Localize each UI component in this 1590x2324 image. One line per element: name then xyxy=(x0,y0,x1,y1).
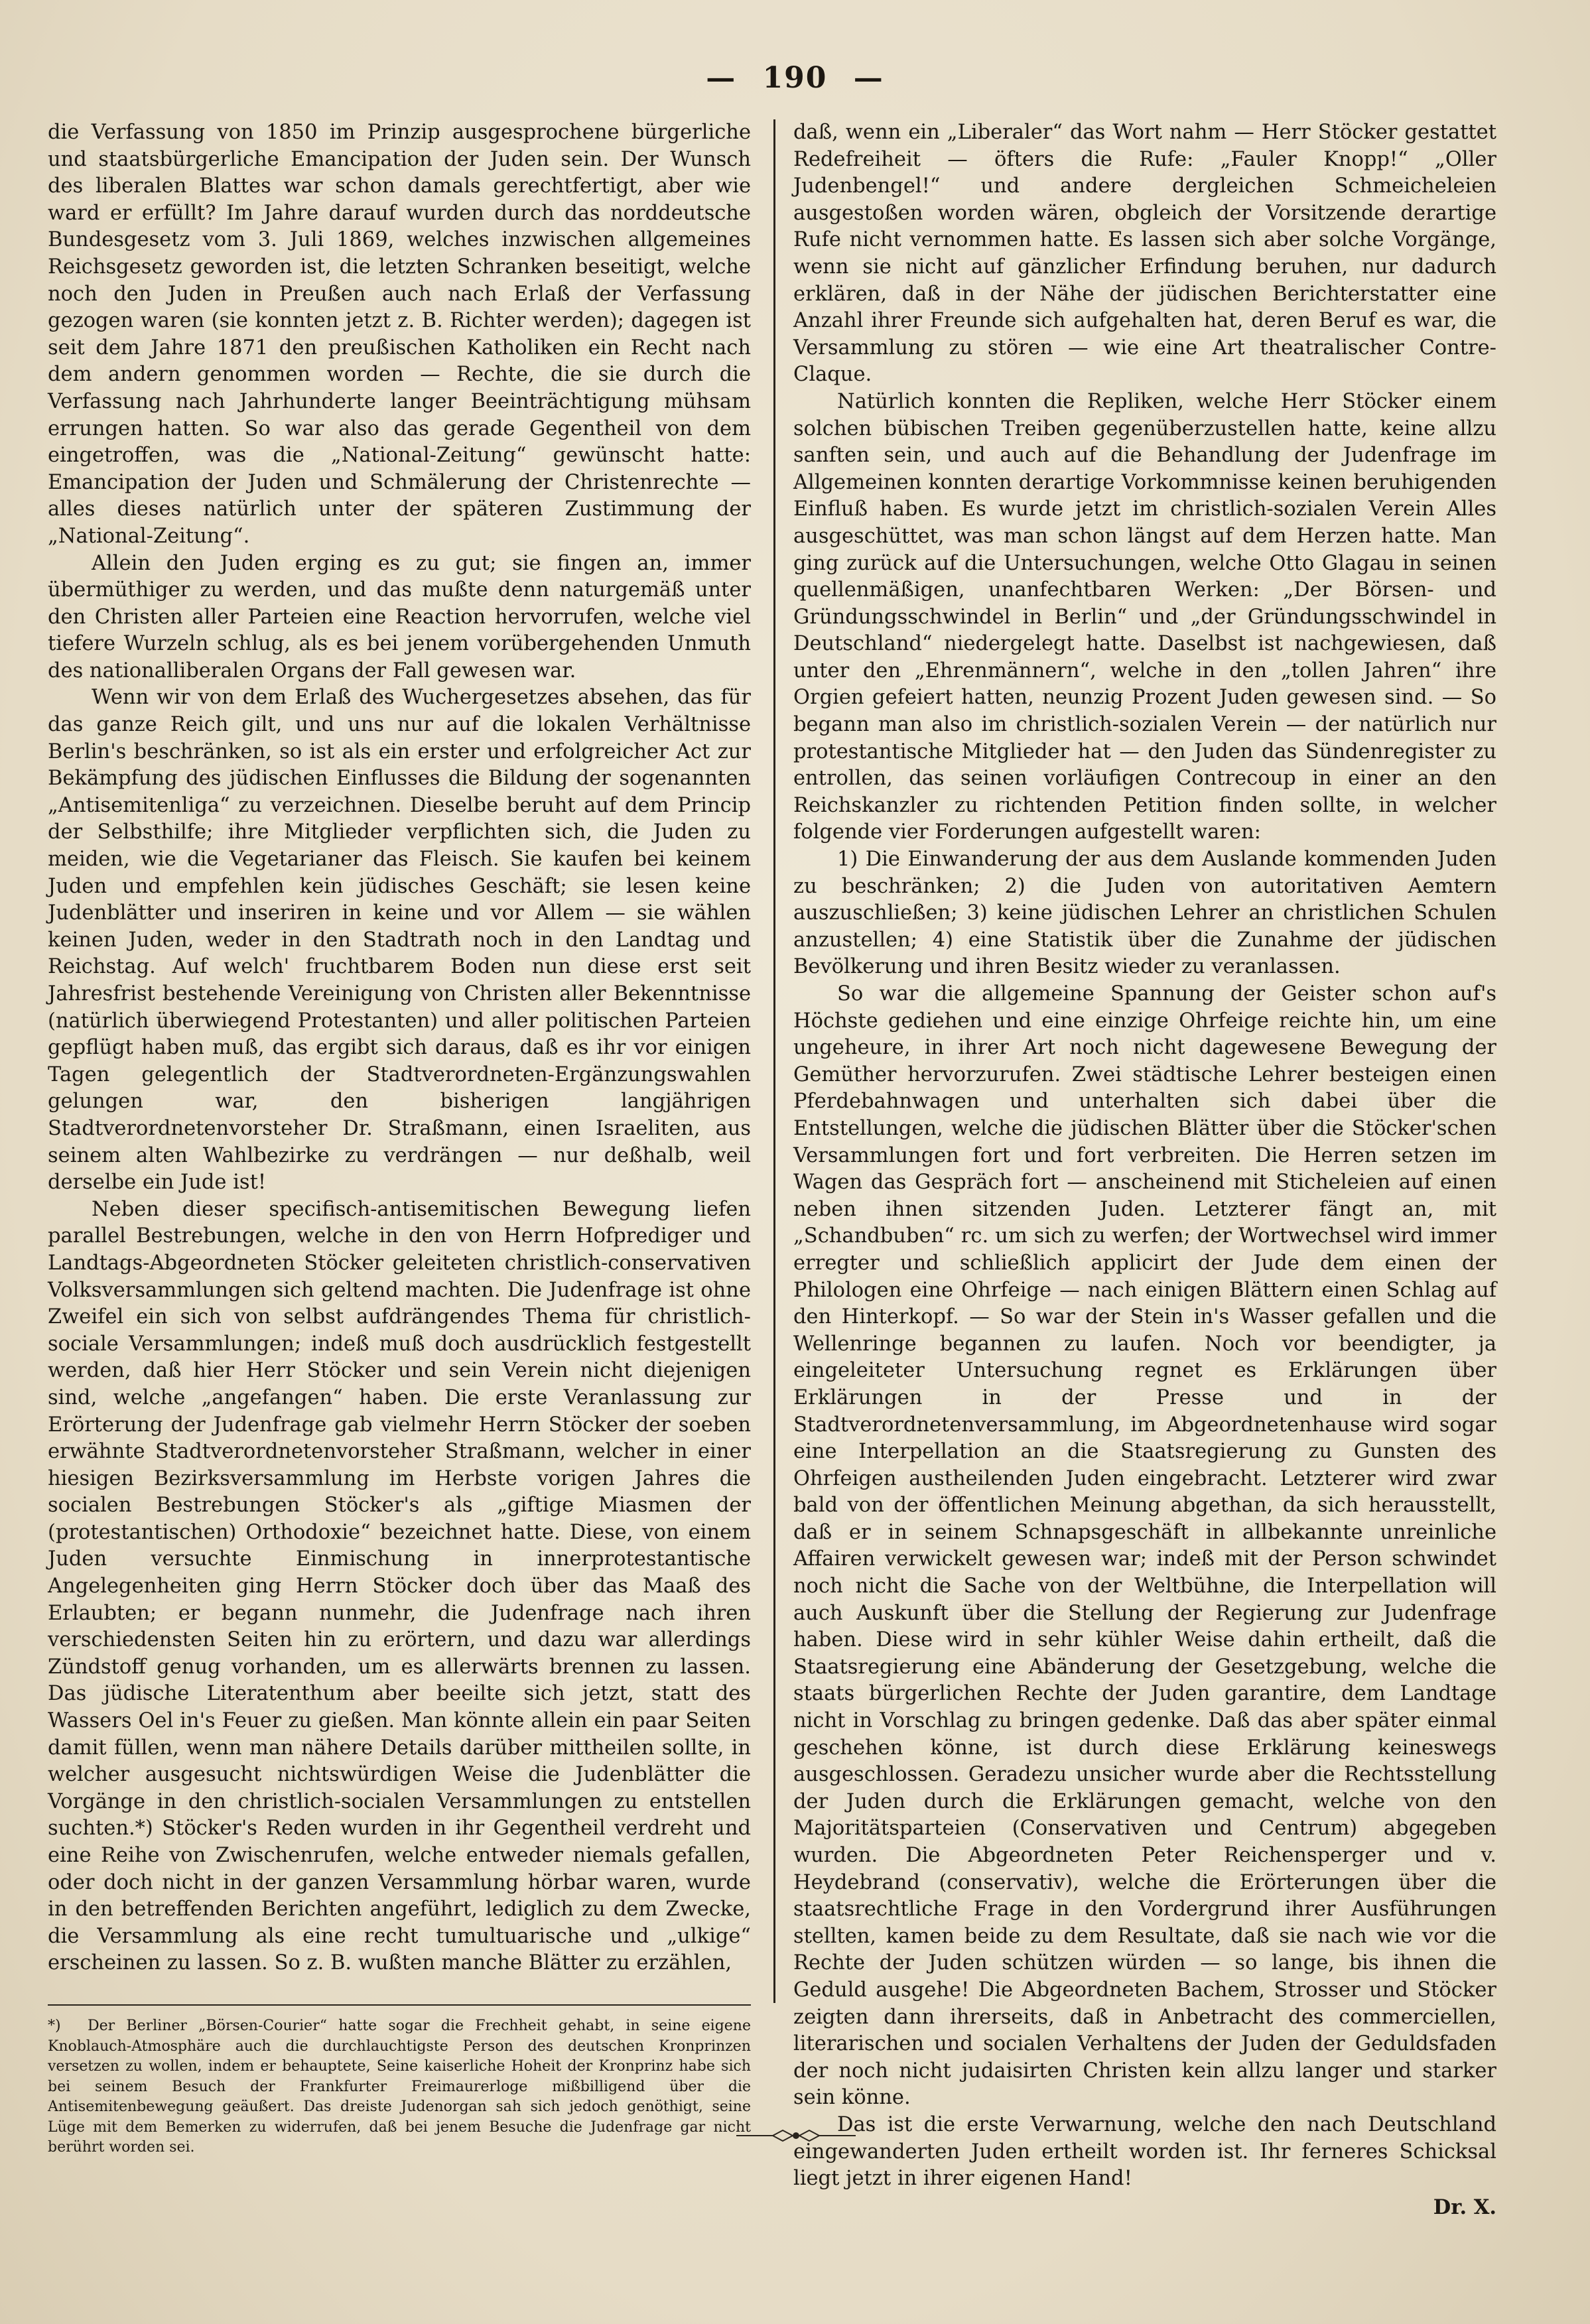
header-dash-right: — xyxy=(853,61,884,95)
paragraph: daß, wenn ein „Liberaler“ das Wort nahm — Herr Stöcker gestattet Redefreiheit — öfters die Rufe: „Fauler Knopp!“ „Oller Judenbengel!“ und andere dergleichen Schmeicheleien ausgestoßen worden wären, obgleich der Vorsitzende derartige Rufe nicht vernommen hatte. Es lassen sich aber solche Vorgänge, wenn sie nicht auf gänzlicher Erfindung beruhen, nur dadurch erklären, daß in der Nähe der jüdischen Berichterstatter eine Anzahl ihrer Freunde sich aufgehalten hat, deren Beruf es war, die Versammlung zu stören — wie eine Art theatralischer Contre-Claque. xyxy=(793,121,1496,387)
closing-paragraph: Das ist die erste Verwarnung, welche den nach Deutschland eingewanderten Juden ertheilt worden ist. Ihr ferneres Schicksal liegt jetzt in ihrer eigenen Hand! xyxy=(793,2112,1496,2191)
header-dash-left: — xyxy=(706,61,737,95)
page-header xyxy=(0,61,1590,95)
paragraph: Wenn wir von dem Erlaß des Wuchergesetzes absehen, das für das ganze Reich gilt, und uns nur auf die lokalen Verhältnisse Berlin's beschränken, so ist als ein erster und erfolgreicher Act zur Bekämpfung des jüdischen Einflusses die Bildung der sogenannten „Antisemitenliga“ zu verzeichnen. Dieselbe beruht auf dem Princip der Selbsthilfe; ihre Mitglieder verpflichten sich, die Juden zu meiden, wie die Vegetarianer das Fleisch. Sie kaufen bei keinem Juden und empfehlen kein jüdisches Geschäft; sie lesen keine Judenblätter und inseriren in keine und vor Allem — sie wählen keinen Juden, weder in den Stadtrath noch in den Landtag und Reichstag. Auf welch' fruchtbarem Boden nun diese erst seit Jahresfrist bestehende Vereinigung von Christen aller Bekenntnisse (natürlich überwiegend Protestanten) und aller politischen Parteien gepflügt haben muß, das ergibt sich daraus, daß es ihr vor einigen Tagen gelegentlich der Stadtverordneten-Ergänzungswahlen gelungen war, den bisherigen langjährigen Stadtverordnetenvorsteher Dr. Straßmann, einen Israeliten, aus seinem alten Wahlbezirke zu verdrängen — nur deßhalb, weil derselbe ein Jude ist! xyxy=(48,686,751,1194)
footnote-rule xyxy=(48,2004,751,2006)
paragraph: Neben dieser specifisch-antisemitischen Bewegung liefen parallel Bestrebungen, welche in den von Herrn Hofprediger und Landtags-Abgeordneten Stöcker geleiteten christlich-conservativen Volksversammlungen sich geltend machten. Die Judenfrage ist ohne Zweifel ein sich von selbst aufdrängendes Thema für christlich-sociale Versammlungen; indeß muß doch ausdrücklich festgestellt werden, daß hier Herr Stöcker und sein Verein nicht diejenigen sind, welche „angefangen“ haben. Die erste Veranlassung zur Erörterung der Judenfrage gab vielmehr Herrn Stöcker der soeben erwähnte Stadtverordnetenvorsteher Straßmann, welcher in einer hiesigen Bezirksversammlung im Herbste vorigen Jahres die socialen Bestrebungen Stöcker's als „giftige Miasmen der (protestantischen) Orthodoxie“ bezeichnet hatte. Diese, von einem Juden versuchte Einmischung in innerprotestantische Angelegenheiten ging Herrn Stöcker doch über das Maaß des Erlaubten; er begann nunmehr, die Judenfrage nach ihren verschiedensten Seiten hin zu erörtern, und dazu war allerdings Zündstoff genug vorhanden, um es allerwärts brennen zu lassen. Das jüdische Literatenthum aber beeilte sich jetzt, statt des Wassers Oel in's Feuer zu gießen. Man könnte allein ein paar Seiten damit füllen, wenn man nähere Details darüber mittheilen sollte, in welcher ausgesucht nichtswürdigen Weise die Judenblätter die Vorgänge in den christlich-socialen Versammlungen zu entstellen suchten.*) Stöcker's Reden wurden in ihr Gegentheil verdreht und eine Reihe von Zwischenrufen, welche entweder niemals gefallen, oder doch nicht in der ganzen Versammlung hörbar waren, wurde in den betreffenden Berichten angeführt, lediglich zu dem Zwecke, die Versammlung als eine recht tumultuarische und „ulkige“ erscheinen zu lassen. So z. B. wußten manche Blätter zu erzählen, xyxy=(48,1197,751,1975)
page-number: 190 xyxy=(762,61,828,95)
paragraph: Allein den Juden erging es zu gut; sie fingen an, immer übermüthiger zu werden, und das mußte denn naturgemäß unter den Christen aller Parteien eine Reaction hervorrufen, welche viel tiefere Wurzeln schlug, als es bei jenem vorübergehenden Unmuth des nationalliberalen Organs der Fall gewesen war. xyxy=(48,551,751,682)
paragraph: Natürlich konnten die Repliken, welche Herr Stöcker einem solchen bübischen Treiben gegenüberzustellen hatte, keine allzu sanften sein, und auch auf die Behandlung der Judenfrage im Allgemeinen konnten derartige Vorkommnisse keinen beruhigenden Einfluß haben. Es wurde jetzt im christlich-sozialen Verein Alles ausgeschüttet, was man schon längst auf dem Herzen hatte. Man ging zurück auf die Untersuchungen, welche Otto Glagau in seinen quellenmäßigen, unanfechtbaren Werken: „Der Börsen- und Gründungsschwindel in Berlin“ und „der Gründungsschwindel in Deutschland“ niedergelegt hatte. Daselbst ist nachgewiesen, daß unter den „Ehrenmännern“, welche in den „tollen Jahren“ ihre Orgien gefeiert hatten, neunzig Prozent Juden gewesen sind. — So begann man also im christlich-sozialen Verein — der natürlich nur protestantische Mitglieder hat — den Juden das Sündenregister zu entrollen, das seinen vorläufigen Contrecoup in einer an den Reichskanzler zu richtenden Petition finden sollte, in welcher folgende vier Forderungen aufgestellt waren: xyxy=(793,389,1496,844)
paragraph: die Verfassung von 1850 im Prinzip ausgesprochene bürgerliche und staatsbürgerliche Emancipation der Juden sein. Der Wunsch des liberalen Blattes war schon damals gerechtfertigt, aber wie ward er erfüllt? Im Jahre darauf wurden durch das norddeutsche Bundesgesetz vom 3. Juli 1869, welches inzwischen allgemeines Reichsgesetz geworden ist, die letzten Schranken beseitigt, welche noch den Juden in Preußen auch nach Erlaß der Verfassung gezogen waren (sie konnten jetzt z. B. Richter werden); dagegen ist seit dem Jahre 1871 den preußischen Katholiken ein Recht nach dem andern genommen worden — Rechte, die sie durch die Verfassung nach Jahrhunderte langer Beeinträchtigung mühsam errungen hatten. So war also das gerade Gegentheil von dem eingetroffen, was die „National-Zeitung“ gewünscht hatte: Emancipation der Juden und Schmälerung der Christenrechte — alles dieses natürlich unter der späteren Zustimmung der „National-Zeitung“. xyxy=(48,121,751,548)
footnote xyxy=(48,2016,751,2158)
footnote-text: Der Berliner „Börsen-Courier“ hatte sogar die Frechheit gehabt, in seine eigene Knoblauch-Atmosphäre auch die durchlauchtigste Person des deutschen Kronprinzen versetzen zu wollen, indem er behauptete, Seine kaiserliche Hoheit der Kronprinz habe sich bei seinem Besuch der Frankfurter Freimaurerloge mißbilligend über die Antisemitenbewegung geäußert. Das dreiste Judenorgan sah sich jedoch genöthigt, seine Lüge mit dem Bemerken zu widerrufen, daß bei jenem Besuche die Judenfrage gar nicht berührt worden sei. xyxy=(48,2018,751,2156)
author-signature: Dr. X. xyxy=(1433,2195,1496,2219)
right-column xyxy=(793,119,1496,2221)
paragraph: So war die allgemeine Spannung der Geister schon auf's Höchste gediehen und eine einzige Ohrfeige reichte hin, um eine ungeheure, in ihrer Art noch nicht dagewesene Bewegung der Gemüther hervorzurufen. Zwei städtische Lehrer besteigen einen Pferdebahnwagen und unterhalten sich dabei über die Entstellungen, welche die jüdischen Blätter über die Stöcker'schen Versammlungen fort und fort verbreiten. Die Herren setzen im Wagen das Gespräch fort — anscheinend mit Sticheleien auf einen neben ihnen sitzenden Juden. Letzterer fängt an, mit „Schandbuben“ rc. um sich zu werfen; der Wortwechsel wird immer erregter und schließlich applicirt der Jude dem einen der Philologen eine Ohrfeige — nach einigen Blättern einen Schlag auf den Hinterkopf. — So war der Stein in's Wasser gefallen und die Wellenringe begannen zu laufen. Noch vor beendigter, ja eingeleiteter Untersuchung regnet es Erklärungen über Erklärungen in der Presse und in der Stadtverordnetenversammlung, im Abgeordnetenhause wird sogar eine Interpellation an die Staatsregierung zu Gunsten des Ohrfeigen austheilenden Juden eingebracht. Letzterer wird zwar bald von der öffentlichen Meinung abgethan, da sich herausstellt, daß er in seinem Schnapsgeschäft in allbekannte unreinliche Affairen verwickelt gewesen war; indeß mit der Person schwindet noch nicht die Sache von der Weltbühne, die Interpellation will auch Auskunft über die Stellung der Regierung zur Judenfrage haben. Diese wird in sehr kühler Weise dahin ertheilt, daß die Staatsregierung eine Abänderung der Gesetzgebung, welche die staats bürgerlichen Rechte der Juden garantire, dem Landtage nicht in Vorschlag zu bringen gedenke. Daß das aber später einmal geschehen könne, ist durch diese Erklärung keineswegs ausgeschlossen. Geradezu unsicher wurde aber die Rechtsstellung der Juden durch die Erklärungen gemacht, welche von den Majoritätsparteien (Conservativen und Centrum) abgegeben wurden. Die Abgeordneten Peter Reichensperger und v. Heydebrand (conservativ), welche die Erörterungen über die staatsrechtliche Frage in den Vordergrund ihrer Ausführungen stellten, kamen beide zu dem Resultate, daß sie nach wie vor die Rechte der Juden schützen würden — so lange, bis ihnen die Geduld ausgehe! Die Abgeordneten Bachem, Strosser und Stöcker zeigten dann ihrerseits, daß in Anbetracht des commerciellen, literarischen und socialen Verhaltens der Juden der Geduldsfaden der noch nicht judaisirten Christen kein allzu langer und starker sein könne. xyxy=(793,982,1496,2110)
column-divider xyxy=(773,119,775,2003)
footnote-marker: *) xyxy=(48,2018,61,2034)
end-ornament-icon xyxy=(736,2128,856,2144)
left-column xyxy=(48,119,751,1977)
petition-demands: 1) Die Einwanderung der aus dem Auslande kommenden Juden zu beschränken; 2) die Juden von autoritativen Aemtern auszuschließen; 3) keine jüdischen Lehrer an christlichen Schulen anzustellen; 4) eine Statistik über die Zunahme der jüdischen Bevölkerung und ihren Besitz wieder zu veranlassen. xyxy=(793,848,1496,979)
